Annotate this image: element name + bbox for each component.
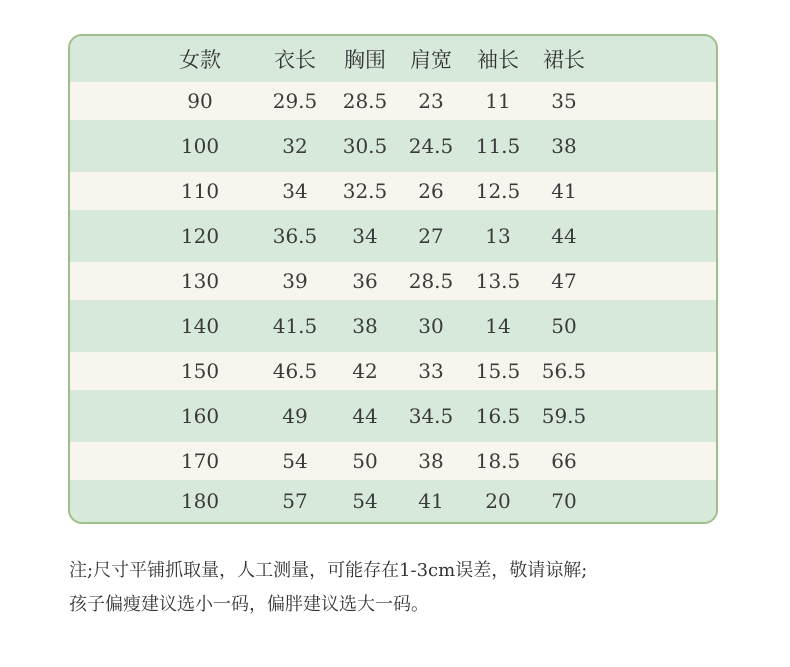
cell-chest: 54: [352, 489, 378, 513]
cell-size: 110: [180, 179, 220, 203]
cell-shoulder: 23: [418, 89, 444, 113]
cell-size: 130: [180, 269, 220, 293]
cell-skirt-length: 50: [551, 314, 577, 338]
size-chart-table: [68, 34, 718, 524]
cell-sleeve: 14: [485, 314, 511, 338]
cell-size: 180: [180, 489, 220, 513]
sizing-advice-note: 孩子偏瘦建议选小一码，偏胖建议选大一码。: [69, 594, 429, 615]
cell-length: 39: [282, 269, 308, 293]
header-skirt-length: 裙长: [543, 48, 585, 72]
cell-chest: 44: [352, 404, 378, 428]
cell-length: 34: [282, 179, 308, 203]
cell-shoulder: 24.5: [408, 134, 454, 158]
cell-sleeve: 20: [485, 489, 511, 513]
cell-shoulder: 34.5: [408, 404, 454, 428]
cell-skirt-length: 70: [551, 489, 577, 513]
header-sleeve: 袖长: [477, 48, 519, 72]
cell-sleeve: 11: [485, 89, 511, 113]
cell-chest: 32.5: [342, 179, 388, 203]
cell-skirt-length: 59.5: [541, 404, 587, 428]
cell-skirt-length: 38: [551, 134, 577, 158]
header-size: 女款: [179, 48, 221, 72]
table-row: [70, 480, 716, 522]
cell-length: 46.5: [272, 359, 318, 383]
cell-chest: 42: [352, 359, 378, 383]
table-row: [70, 352, 716, 390]
cell-size: 170: [180, 449, 220, 473]
table-row: [70, 82, 716, 120]
cell-skirt-length: 56.5: [541, 359, 587, 383]
cell-skirt-length: 66: [551, 449, 577, 473]
cell-sleeve: 15.5: [475, 359, 521, 383]
header-chest: 胸围: [344, 48, 386, 72]
cell-size: 140: [180, 314, 220, 338]
cell-chest: 36: [352, 269, 378, 293]
table-header-row: [70, 36, 716, 82]
cell-shoulder: 26: [418, 179, 444, 203]
cell-chest: 28.5: [342, 89, 388, 113]
cell-length: 32: [282, 134, 308, 158]
cell-length: 54: [282, 449, 308, 473]
cell-length: 41.5: [272, 314, 318, 338]
cell-skirt-length: 44: [551, 224, 577, 248]
cell-size: 160: [180, 404, 220, 428]
cell-length: 29.5: [272, 89, 318, 113]
cell-sleeve: 12.5: [475, 179, 521, 203]
cell-sleeve: 16.5: [475, 404, 521, 428]
cell-sleeve: 11.5: [475, 134, 521, 158]
cell-size: 100: [180, 134, 220, 158]
header-length: 衣长: [274, 48, 316, 72]
cell-length: 57: [282, 489, 308, 513]
cell-chest: 30.5: [342, 134, 388, 158]
cell-chest: 34: [352, 224, 378, 248]
cell-shoulder: 38: [418, 449, 444, 473]
cell-shoulder: 28.5: [408, 269, 454, 293]
header-shoulder: 肩宽: [410, 48, 452, 72]
cell-length: 49: [282, 404, 308, 428]
cell-chest: 50: [352, 449, 378, 473]
cell-shoulder: 41: [418, 489, 444, 513]
cell-sleeve: 18.5: [475, 449, 521, 473]
cell-size: 120: [180, 224, 220, 248]
table-row: [70, 390, 716, 442]
cell-shoulder: 27: [418, 224, 444, 248]
table-row: [70, 300, 716, 352]
table-row: [70, 210, 716, 262]
cell-length: 36.5: [272, 224, 318, 248]
cell-shoulder: 33: [418, 359, 444, 383]
cell-size: 150: [180, 359, 220, 383]
cell-skirt-length: 35: [551, 89, 577, 113]
table-row: [70, 120, 716, 172]
table-row: [70, 262, 716, 300]
table-row: [70, 442, 716, 480]
cell-skirt-length: 41: [551, 179, 577, 203]
cell-sleeve: 13.5: [475, 269, 521, 293]
cell-sleeve: 13: [485, 224, 511, 248]
cell-chest: 38: [352, 314, 378, 338]
cell-shoulder: 30: [418, 314, 444, 338]
table-row: [70, 172, 716, 210]
cell-size: 90: [187, 89, 213, 113]
measurement-note: 注;尺寸平铺抓取量，人工测量，可能存在1-3cm误差，敬请谅解;: [69, 560, 588, 581]
cell-skirt-length: 47: [551, 269, 577, 293]
